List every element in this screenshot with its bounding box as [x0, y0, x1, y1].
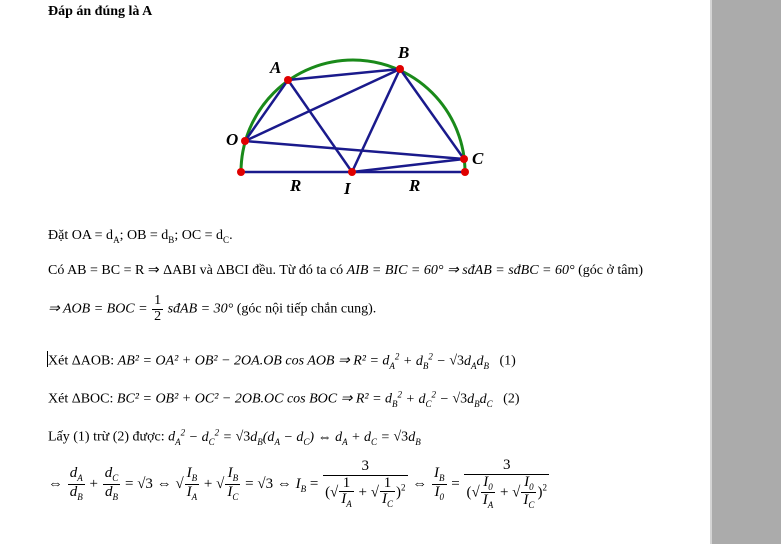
point-I	[348, 168, 356, 176]
label-A: A	[270, 58, 282, 77]
label-R-right: R	[409, 176, 421, 195]
label-O: O	[226, 130, 239, 149]
label-R-left: R	[290, 176, 302, 195]
label-C: C	[472, 149, 484, 168]
line-BC	[400, 69, 464, 159]
answer-heading: Đáp án đúng là A	[48, 4, 153, 19]
point-A	[284, 76, 292, 84]
line-equilateral: Có AB = BC = R ⇒ ΔABI và ΔBCI đều. Từ đó ta có AIB = BIC = 60° ⇒ sđAB = sđBC = 60° (góc ở tâm)	[48, 263, 644, 278]
line-subtract: Lấy (1) trừ (2) được: $d_A^2 - d_C^2 = √3d_B(d_A - d_C)$ ⇔ $d_A + d_C = √3d_B$	[48, 427, 421, 447]
line-triangle-BOC: Xét ΔBOC: BC² = OB² + OC² − 2OB.OC cos BOC ⇒ $R^2 = d_B^2 + d_C^2 - √3d_Bd_C$ (2)	[48, 389, 520, 409]
line-AI	[288, 80, 352, 172]
semicircle-figure	[220, 40, 500, 200]
line-triangle-AOB: Xét ΔAOB: AB² = OA² + OB² − 2OA.OB cos AOB ⇒ $R^2 = d_A^2 + d_B^2 - √3d_Ad_B$ (1)	[48, 351, 516, 371]
point-C	[460, 155, 468, 163]
point-B	[396, 65, 404, 73]
window-gutter	[710, 0, 781, 544]
point-O	[241, 137, 249, 145]
line-definitions: Đặt OA = $d_A$; OB = $d_B$; OC = $d_C$.	[48, 228, 233, 245]
line-final: ⇔ $\frac{d_A}{d_B}$ + $\frac{d_C}{d_B}$ = √3 ⇔ √ $\frac{I_B}{I_A}$ + √ $\frac{I_B}{I_C}$ = √3 ⇔ $I_B$ = 3 (√ $\frac{1}{I_A}$ + √ $\frac{1}{I_C}$ )$^2$ ⇔ $\frac{I_B}{I_0}$ = 3 (√ $\frac{I_0}{I_A}$ + √ $\frac{I_0}{I_C}$ )$^2$	[48, 457, 547, 511]
page-edge	[710, 0, 712, 544]
line-OC	[245, 141, 464, 159]
line-BI	[352, 69, 400, 172]
label-B: B	[398, 43, 410, 62]
point-right-end	[461, 168, 469, 176]
line-inscribed-angle: ⇒ AOB = BOC = $\frac{1}{2}$ sđAB = 30° (góc nội tiếp chắn cung).	[48, 293, 377, 324]
point-left-end	[237, 168, 245, 176]
label-I: I	[344, 179, 351, 198]
line-IC	[352, 159, 464, 172]
